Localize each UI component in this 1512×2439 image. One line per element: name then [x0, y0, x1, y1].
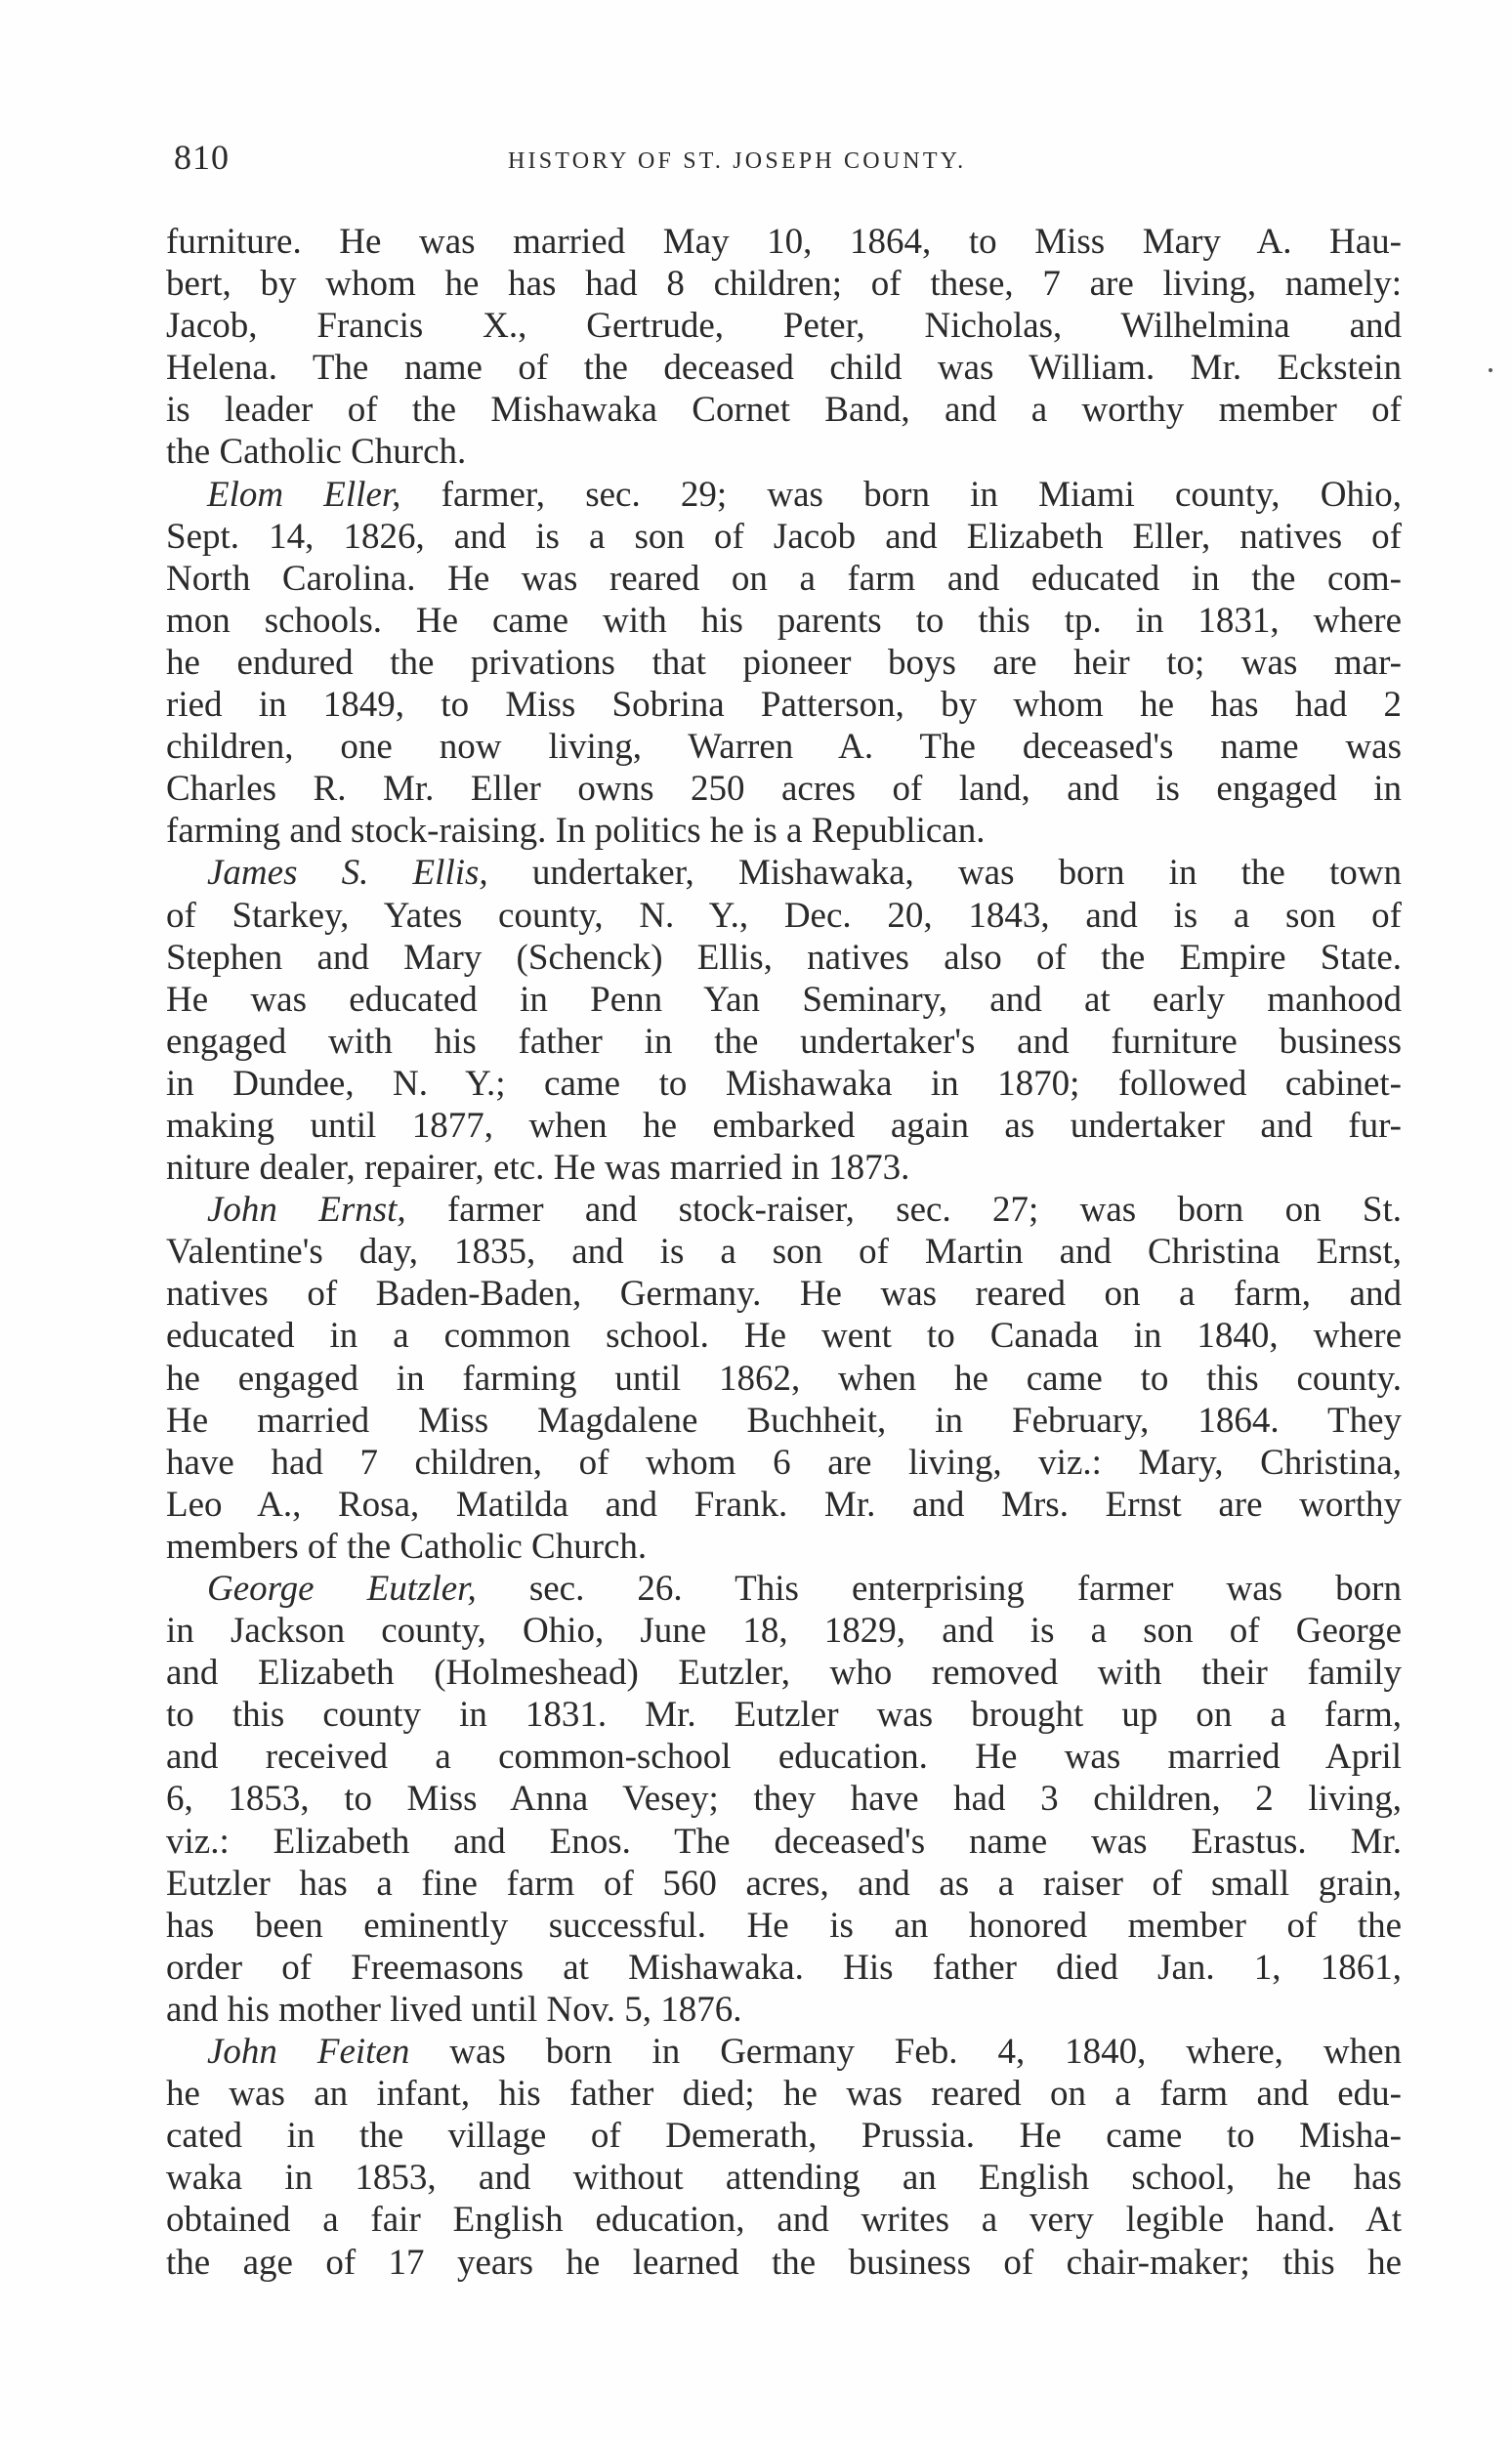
page-header — [174, 137, 1398, 188]
text-line: Leo A., Rosa, Matilda and Frank. Mr. and Mrs. Ernst are worthy — [166, 1484, 1402, 1525]
text-line: in Dundee, N. Y.; came to Mishawaka in 1870; followed cabinet- — [166, 1063, 1402, 1104]
page-number: 810 — [174, 138, 230, 177]
print-speck — [1489, 368, 1492, 372]
text-line: Helena. The name of the deceased child was William. Mr. Eckstein — [166, 348, 1402, 389]
text-line: he endured the privations that pioneer boys are heir to; was mar- — [166, 642, 1402, 683]
text-line: of Starkey, Yates county, N. Y., Dec. 20, 1843, and is a son of — [166, 895, 1402, 936]
text-line: in Jackson county, Ohio, June 18, 1829, and is a son of George — [166, 1611, 1402, 1652]
paragraph-john-ernst — [166, 1189, 1402, 1568]
text-line: cated in the village of Demerath, Prussia. He came to Misha- — [166, 2116, 1402, 2157]
body-text — [166, 221, 1402, 2284]
text-line: He married Miss Magdalene Buchheit, in February, 1864. They — [166, 1400, 1402, 1441]
text-line: He was educated in Penn Yan Seminary, and at early manhood — [166, 979, 1402, 1020]
text-line-first — [166, 852, 1402, 894]
text-line: making until 1877, when he embarked again as undertaker and fur- — [166, 1105, 1402, 1146]
text-line-first — [166, 1189, 1402, 1231]
paragraph-john-feiten — [166, 2031, 1402, 2284]
text-line: members of the Catholic Church. — [166, 1526, 648, 1567]
text-line: the age of 17 years he learned the business of chair-maker; this he — [166, 2242, 1402, 2283]
text-line: furniture. He was married May 10, 1864, to Miss Mary A. Hau- — [166, 222, 1402, 262]
text-line: and Elizabeth (Holmeshead) Eutzler, who removed with their family — [166, 1653, 1402, 1694]
text-line: North Carolina. He was reared on a farm and educated in the com- — [166, 558, 1402, 599]
text-line: viz.: Elizabeth and Enos. The deceased's name was Erastus. Mr. — [166, 1821, 1402, 1862]
text-line-first — [166, 474, 1402, 516]
text-line: have had 7 children, of whom 6 are living, viz.: Mary, Christina, — [166, 1442, 1402, 1483]
running-head: HISTORY OF ST. JOSEPH COUNTY. — [508, 148, 967, 174]
paragraph-elom-eller — [166, 474, 1402, 853]
text-line: has been eminently successful. He is an honored member of the — [166, 1905, 1402, 1946]
biography-name: George Eutzler, — [207, 1569, 477, 1609]
text-line: order of Freemasons at Mishawaka. His father died Jan. 1, 1861, — [166, 1947, 1402, 1988]
text-line: bert, by whom he has had 8 children; of these, 7 are living, namely: — [166, 264, 1402, 305]
text-fragment: was born in Germany Feb. 4, 1840, where, when — [409, 2032, 1402, 2073]
text-line: farming and stock-raising. In politics he is a Republican. — [166, 811, 986, 852]
text-line: to this county in 1831. Mr. Eutzler was brought up on a farm, — [166, 1695, 1402, 1736]
text-fragment: farmer, sec. 29; was born in Miami county, Ohio, — [400, 474, 1402, 515]
text-line: Sept. 14, 1826, and is a son of Jacob and Elizabeth Eller, natives of — [166, 516, 1402, 557]
text-line: natives of Baden-Baden, Germany. He was reared on a farm, and — [166, 1274, 1402, 1315]
text-line: the Catholic Church. — [166, 432, 467, 473]
text-line: and his mother lived until Nov. 5, 1876. — [166, 1989, 742, 2030]
text-line: Charles R. Mr. Eller owns 250 acres of land, and is engaged in — [166, 769, 1402, 810]
text-line: Jacob, Francis X., Gertrude, Peter, Nicholas, Wilhelmina and — [166, 306, 1402, 347]
text-line: he engaged in farming until 1862, when he came to this county. — [166, 1358, 1402, 1399]
text-line: Eutzler has a fine farm of 560 acres, and as a raiser of small grain, — [166, 1863, 1402, 1904]
text-fragment: sec. 26. This enterprising farmer was born — [476, 1569, 1402, 1609]
text-line-first — [166, 1568, 1402, 1610]
paragraph-james-ellis — [166, 852, 1402, 1189]
text-line: waka in 1853, and without attending an English school, he has — [166, 2158, 1402, 2199]
text-line: children, one now living, Warren A. The deceased's name was — [166, 727, 1402, 768]
text-fragment: farmer and stock-raiser, sec. 27; was born on St. — [405, 1190, 1402, 1231]
text-line: engaged with his father in the undertaker's and furniture business — [166, 1021, 1402, 1062]
text-line: mon schools. He came with his parents to this tp. in 1831, where — [166, 600, 1402, 641]
text-line: obtained a fair English education, and writes a very legible hand. At — [166, 2200, 1402, 2241]
text-fragment: undertaker, Mishawaka, was born in the town — [487, 853, 1402, 894]
text-line: 6, 1853, to Miss Anna Vesey; they have had 3 children, 2 living, — [166, 1779, 1402, 1820]
text-line: he was an infant, his father died; he was reared on a farm and edu- — [166, 2074, 1402, 2115]
text-line: is leader of the Mishawaka Cornet Band, and a worthy member of — [166, 390, 1402, 431]
paragraph-george-eutzler — [166, 1568, 1402, 2031]
text-line: and received a common-school education. He was married April — [166, 1737, 1402, 1778]
text-line: Valentine's day, 1835, and is a son of Martin and Christina Ernst, — [166, 1232, 1402, 1273]
text-line-first — [166, 2031, 1402, 2073]
biography-name: John Ernst, — [207, 1190, 406, 1231]
text-line: Stephen and Mary (Schenck) Ellis, natives also of the Empire State. — [166, 937, 1402, 978]
paragraph-eckstein-continued — [166, 221, 1402, 474]
biography-name: James S. Ellis, — [207, 853, 488, 894]
text-line: educated in a common school. He went to Canada in 1840, where — [166, 1316, 1402, 1357]
biography-name: John Feiten — [207, 2032, 410, 2073]
text-line: ried in 1849, to Miss Sobrina Patterson, by whom he has had 2 — [166, 685, 1402, 726]
text-line: niture dealer, repairer, etc. He was married in 1873. — [166, 1148, 910, 1189]
biography-name: Elom Eller, — [207, 474, 401, 515]
